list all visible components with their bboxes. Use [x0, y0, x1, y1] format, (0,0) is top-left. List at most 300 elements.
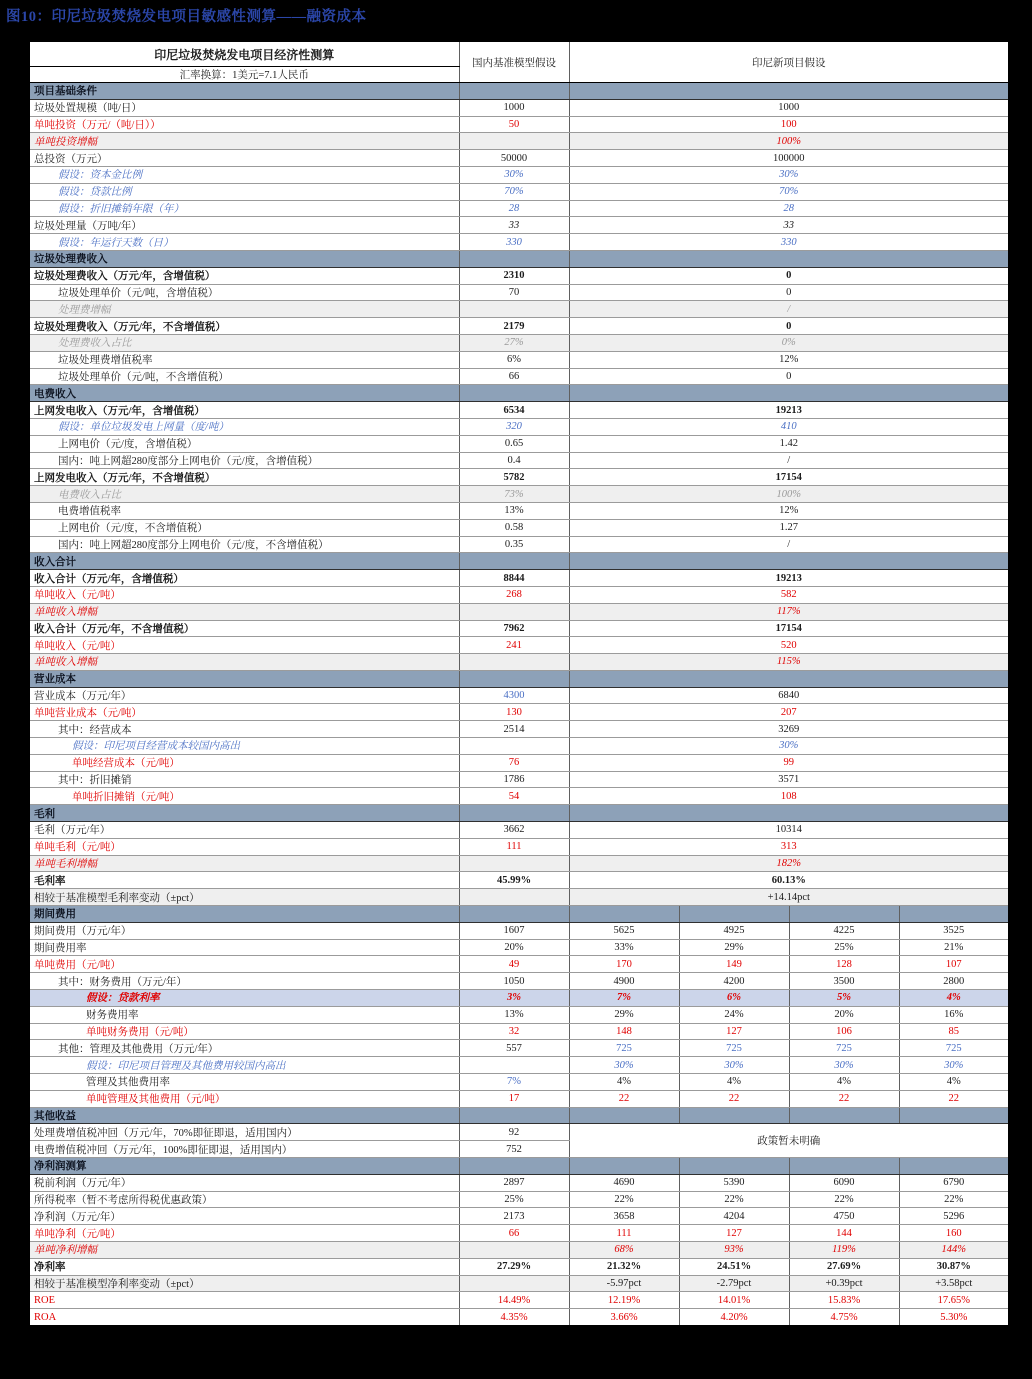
value-cell: 93% [679, 1241, 789, 1258]
section-label: 收入合计 [29, 553, 459, 570]
value-cell: 4% [789, 1074, 899, 1091]
value-cell: 27.69% [789, 1258, 899, 1275]
table-row [29, 1074, 1009, 1091]
value-cell: 7962 [459, 620, 569, 637]
value-cell: 725 [679, 1040, 789, 1057]
table-row [29, 788, 1009, 805]
value-cell: 30% [679, 1057, 789, 1074]
value-cell: 7% [569, 990, 679, 1007]
value-cell: 1786 [459, 771, 569, 788]
value-cell: 14.49% [459, 1292, 569, 1309]
value-cell: 128 [789, 956, 899, 973]
row-label: 净利润（万元/年） [29, 1208, 459, 1225]
value-cell: 28 [569, 200, 1009, 217]
value-cell [789, 1107, 899, 1124]
value-cell: 5% [789, 990, 899, 1007]
table-row [29, 502, 1009, 519]
value-cell [459, 889, 569, 906]
value-cell: 4690 [569, 1174, 679, 1191]
value-cell: 4.75% [789, 1309, 899, 1326]
row-label: 总投资（万元） [29, 150, 459, 167]
value-cell: 0% [569, 334, 1009, 351]
value-cell [569, 250, 1009, 267]
table-row [29, 200, 1009, 217]
table-row [29, 234, 1009, 251]
row-label: 假设：折旧摊销年限（年） [29, 200, 459, 217]
value-cell: 3662 [459, 822, 569, 839]
value-cell: 725 [569, 1040, 679, 1057]
row-label: 单吨投资增幅 [29, 133, 459, 150]
value-cell: 100% [569, 133, 1009, 150]
value-cell: 25% [789, 939, 899, 956]
figure-title: 图10：印尼垃圾焚烧发电项目敏感性测算——融资成本 [6, 9, 367, 25]
value-cell: 3658 [569, 1208, 679, 1225]
value-cell: 106 [789, 1023, 899, 1040]
value-cell: 17154 [569, 620, 1009, 637]
value-cell: 144% [899, 1241, 1009, 1258]
value-cell: 0.35 [459, 536, 569, 553]
table-row [29, 368, 1009, 385]
value-cell: 70% [569, 183, 1009, 200]
value-cell [459, 654, 569, 671]
value-cell: 30% [569, 166, 1009, 183]
table-row [29, 721, 1009, 738]
value-cell: 22 [789, 1090, 899, 1107]
row-label: 上网电价（元/度，不含增值税） [29, 519, 459, 536]
value-cell [459, 855, 569, 872]
value-cell: 5625 [569, 922, 679, 939]
value-cell [459, 1107, 569, 1124]
value-cell: 1.42 [569, 435, 1009, 452]
value-cell: 1607 [459, 922, 569, 939]
value-cell [679, 906, 789, 923]
value-cell: 4% [569, 1074, 679, 1091]
value-cell [569, 805, 1009, 822]
value-cell: 30.87% [899, 1258, 1009, 1275]
table-row [29, 183, 1009, 200]
table-row [29, 1090, 1009, 1107]
value-cell [569, 1158, 679, 1175]
table-row [29, 1309, 1009, 1326]
value-cell: 33 [459, 217, 569, 234]
row-label: 相较于基准模型毛利率变动（±pct） [29, 889, 459, 906]
value-cell: 21.32% [569, 1258, 679, 1275]
table-row [29, 99, 1009, 116]
value-cell [899, 1158, 1009, 1175]
table-row [29, 1241, 1009, 1258]
row-label: 假设：年运行天数（日） [29, 234, 459, 251]
value-cell: 1000 [459, 99, 569, 116]
value-cell: 8844 [459, 570, 569, 587]
value-cell: 330 [459, 234, 569, 251]
value-cell: 22 [679, 1090, 789, 1107]
row-label: 单吨管理及其他费用（元/吨） [29, 1090, 459, 1107]
value-cell [459, 83, 569, 100]
row-label: 上网发电收入（万元/年，含增值税） [29, 402, 459, 419]
section-row [29, 83, 1009, 100]
value-cell [459, 1275, 569, 1292]
value-cell: 30% [459, 166, 569, 183]
value-cell: 73% [459, 486, 569, 503]
value-cell [459, 553, 569, 570]
value-cell: 0.4 [459, 452, 569, 469]
table-row [29, 939, 1009, 956]
table-row [29, 1191, 1009, 1208]
value-cell: 4225 [789, 922, 899, 939]
value-cell: 20% [459, 939, 569, 956]
table-row [29, 469, 1009, 486]
value-cell: 70% [459, 183, 569, 200]
value-cell [569, 83, 1009, 100]
row-label: 单吨收入增幅 [29, 654, 459, 671]
table-row [29, 166, 1009, 183]
value-cell: 4% [899, 1074, 1009, 1091]
value-cell: 2173 [459, 1208, 569, 1225]
table-row [29, 822, 1009, 839]
row-label: 垃圾处理费增值税率 [29, 351, 459, 368]
header-col-base-model: 国内基准模型假设 [459, 41, 569, 83]
row-label: 处理费增幅 [29, 301, 459, 318]
section-label: 垃圾处理费收入 [29, 250, 459, 267]
value-cell [459, 133, 569, 150]
value-cell: 99 [569, 754, 1009, 771]
table-row [29, 334, 1009, 351]
row-label: 单吨收入（元/吨） [29, 637, 459, 654]
value-cell: 182% [569, 855, 1009, 872]
value-cell [679, 1107, 789, 1124]
value-cell: 144 [789, 1225, 899, 1242]
section-label: 营业成本 [29, 670, 459, 687]
row-label: ROA [29, 1309, 459, 1326]
value-cell [459, 250, 569, 267]
value-cell: 16% [899, 1006, 1009, 1023]
value-cell: 160 [899, 1225, 1009, 1242]
table-row [29, 687, 1009, 704]
value-cell: 0.65 [459, 435, 569, 452]
table-row [29, 452, 1009, 469]
value-cell: 241 [459, 637, 569, 654]
table-row [29, 435, 1009, 452]
section-label: 项目基础条件 [29, 83, 459, 100]
row-label: 相较于基准模型净利率变动（±pct） [29, 1275, 459, 1292]
value-cell: 27.29% [459, 1258, 569, 1275]
row-label: 垃圾处理量（万吨/年） [29, 217, 459, 234]
row-label: 管理及其他费用率 [29, 1074, 459, 1091]
value-cell [459, 385, 569, 402]
row-label: 垃圾处理单价（元/吨，含增值税） [29, 284, 459, 301]
value-cell: 12% [569, 351, 1009, 368]
value-cell: 5782 [459, 469, 569, 486]
value-cell: 111 [459, 838, 569, 855]
value-cell: 22% [789, 1191, 899, 1208]
value-cell: 148 [569, 1023, 679, 1040]
value-cell: 2310 [459, 267, 569, 284]
value-cell [679, 1158, 789, 1175]
value-cell: 29% [569, 1006, 679, 1023]
row-label: 处理费增值税冲回（万元/年，70%即征即退，适用国内） [29, 1124, 459, 1141]
table-row [29, 922, 1009, 939]
value-cell: 30% [789, 1057, 899, 1074]
value-cell [569, 670, 1009, 687]
row-label: 单吨营业成本（元/吨） [29, 704, 459, 721]
row-label: 单吨毛利增幅 [29, 855, 459, 872]
table-row [29, 973, 1009, 990]
table-row [29, 486, 1009, 503]
section-row [29, 805, 1009, 822]
section-label: 净利润测算 [29, 1158, 459, 1175]
value-cell: 2514 [459, 721, 569, 738]
row-label: 毛利率 [29, 872, 459, 889]
row-label: 上网电价（元/度，含增值税） [29, 435, 459, 452]
table-row [29, 586, 1009, 603]
value-cell: +14.14pct [569, 889, 1009, 906]
value-cell [789, 906, 899, 923]
value-cell: 4.35% [459, 1309, 569, 1326]
value-cell: 3% [459, 990, 569, 1007]
value-cell: 19213 [569, 402, 1009, 419]
table-row [29, 1275, 1009, 1292]
value-cell: 30% [569, 1057, 679, 1074]
sensitivity-table [28, 40, 1010, 1327]
value-cell: 170 [569, 956, 679, 973]
value-cell: 6090 [789, 1174, 899, 1191]
value-cell: 0.58 [459, 519, 569, 536]
row-label: 单吨收入增幅 [29, 603, 459, 620]
table-row [29, 1124, 1009, 1141]
value-cell: 17154 [569, 469, 1009, 486]
row-label: 电费增值税率 [29, 502, 459, 519]
row-label: 单吨经营成本（元/吨） [29, 754, 459, 771]
value-cell [459, 906, 569, 923]
value-cell: 410 [569, 418, 1009, 435]
table-header [29, 41, 1009, 83]
value-cell: 24.51% [679, 1258, 789, 1275]
table-row [29, 1292, 1009, 1309]
value-cell [569, 1107, 679, 1124]
row-label: 单吨净利（元/吨） [29, 1225, 459, 1242]
row-label: 国内：吨上网超280度部分上网电价（元/度，不含增值税） [29, 536, 459, 553]
value-cell: 130 [459, 704, 569, 721]
value-cell: 7% [459, 1074, 569, 1091]
value-cell [459, 1241, 569, 1258]
value-cell: 0 [569, 368, 1009, 385]
value-cell: 5390 [679, 1174, 789, 1191]
value-cell: 119% [789, 1241, 899, 1258]
table-row [29, 1057, 1009, 1074]
value-cell: 50000 [459, 150, 569, 167]
value-cell: 6840 [569, 687, 1009, 704]
table-body [29, 83, 1009, 1326]
value-cell [569, 385, 1009, 402]
row-label: 毛利（万元/年） [29, 822, 459, 839]
table-row [29, 889, 1009, 906]
row-label: 垃圾处理费收入（万元/年，含增值税） [29, 267, 459, 284]
table-row [29, 771, 1009, 788]
value-cell: 557 [459, 1040, 569, 1057]
value-cell: 111 [569, 1225, 679, 1242]
value-cell: 12% [569, 502, 1009, 519]
table-row [29, 150, 1009, 167]
row-label: 电费增值税冲回（万元/年，100%即征即退，适用国内） [29, 1141, 459, 1158]
value-cell: 0 [569, 284, 1009, 301]
value-cell: 29% [679, 939, 789, 956]
table-row [29, 990, 1009, 1007]
section-label: 其他收益 [29, 1107, 459, 1124]
value-cell: 6% [459, 351, 569, 368]
value-cell [569, 906, 679, 923]
value-cell: 330 [569, 234, 1009, 251]
table-row [29, 418, 1009, 435]
table-row [29, 570, 1009, 587]
value-cell: 6534 [459, 402, 569, 419]
table-row [29, 116, 1009, 133]
value-cell [789, 1158, 899, 1175]
row-label: 假设：印尼项目经营成本较国内高出 [29, 738, 459, 755]
value-cell: 320 [459, 418, 569, 435]
table-row [29, 1040, 1009, 1057]
value-cell: 2179 [459, 318, 569, 335]
value-cell: 117% [569, 603, 1009, 620]
header-col-indonesia-scenarios: 印尼新项目假设 [569, 41, 1009, 83]
row-label: 单吨折旧摊销（元/吨） [29, 788, 459, 805]
row-label: 电费收入占比 [29, 486, 459, 503]
value-cell: 20% [789, 1006, 899, 1023]
value-cell: 33 [569, 217, 1009, 234]
section-row [29, 1158, 1009, 1175]
value-cell: 68% [569, 1241, 679, 1258]
row-label: 处理费收入占比 [29, 334, 459, 351]
value-cell: 4300 [459, 687, 569, 704]
value-cell: 22 [569, 1090, 679, 1107]
value-cell: 725 [899, 1040, 1009, 1057]
value-cell: 4200 [679, 973, 789, 990]
value-cell: 752 [459, 1141, 569, 1158]
value-cell: 107 [899, 956, 1009, 973]
value-cell: 22% [569, 1191, 679, 1208]
value-cell: 4750 [789, 1208, 899, 1225]
table-row [29, 654, 1009, 671]
section-row [29, 1107, 1009, 1124]
row-label: 其中：折旧摊销 [29, 771, 459, 788]
value-cell: 3500 [789, 973, 899, 990]
table-row [29, 1258, 1009, 1275]
row-label: 净利率 [29, 1258, 459, 1275]
table-row [29, 738, 1009, 755]
value-cell: 725 [789, 1040, 899, 1057]
value-cell: 45.99% [459, 872, 569, 889]
value-cell: 4% [899, 990, 1009, 1007]
value-cell: 127 [679, 1225, 789, 1242]
table-row [29, 603, 1009, 620]
value-cell [459, 805, 569, 822]
value-cell: 4.20% [679, 1309, 789, 1326]
table-row [29, 872, 1009, 889]
header-table-title: 印尼垃圾焚烧发电项目经济性测算 [29, 41, 459, 67]
row-label: 收入合计（万元/年，含增值税） [29, 570, 459, 587]
section-label: 电费收入 [29, 385, 459, 402]
row-label: 营业成本（万元/年） [29, 687, 459, 704]
section-label: 期间费用 [29, 906, 459, 923]
value-cell: 17 [459, 1090, 569, 1107]
value-cell: 5296 [899, 1208, 1009, 1225]
value-cell: 22 [899, 1090, 1009, 1107]
section-label: 毛利 [29, 805, 459, 822]
row-label: 所得税率（暂不考虑所得税优惠政策） [29, 1191, 459, 1208]
value-cell [459, 301, 569, 318]
table-row [29, 1023, 1009, 1040]
row-label: 单吨收入（元/吨） [29, 586, 459, 603]
value-cell: 22% [679, 1191, 789, 1208]
row-label: 其他：管理及其他费用（万元/年） [29, 1040, 459, 1057]
value-cell: 10314 [569, 822, 1009, 839]
value-cell: 22% [899, 1191, 1009, 1208]
value-cell: 27% [459, 334, 569, 351]
value-cell: +3.58pct [899, 1275, 1009, 1292]
table-row [29, 1208, 1009, 1225]
value-cell: / [569, 452, 1009, 469]
value-cell: 127 [679, 1023, 789, 1040]
table-row [29, 133, 1009, 150]
row-label: 上网发电收入（万元/年，不含增值税） [29, 469, 459, 486]
value-cell: 2800 [899, 973, 1009, 990]
table-row [29, 267, 1009, 284]
table-row [29, 838, 1009, 855]
value-cell: 85 [899, 1023, 1009, 1040]
value-cell: 49 [459, 956, 569, 973]
table-row [29, 1006, 1009, 1023]
value-cell: 149 [679, 956, 789, 973]
table-row [29, 351, 1009, 368]
row-label: 假设：单位垃圾发电上网量（度/吨） [29, 418, 459, 435]
value-cell: 70 [459, 284, 569, 301]
value-cell: 30% [899, 1057, 1009, 1074]
value-cell: 17.65% [899, 1292, 1009, 1309]
value-cell: 1050 [459, 973, 569, 990]
value-cell: 4900 [569, 973, 679, 990]
value-cell: 24% [679, 1006, 789, 1023]
value-cell: 115% [569, 654, 1009, 671]
value-cell: 30% [569, 738, 1009, 755]
table-row [29, 318, 1009, 335]
header-exchange-rate-note: 汇率换算：1美元=7.1人民币 [29, 67, 459, 83]
value-cell [459, 738, 569, 755]
row-label: 假设：印尼项目管理及其他费用较国内高出 [29, 1057, 459, 1074]
value-cell: 4% [679, 1074, 789, 1091]
row-label: 国内：吨上网超280度部分上网电价（元/度，含增值税） [29, 452, 459, 469]
section-row [29, 385, 1009, 402]
value-cell: 100 [569, 116, 1009, 133]
table-row [29, 704, 1009, 721]
value-cell: 28 [459, 200, 569, 217]
value-cell: 15.83% [789, 1292, 899, 1309]
section-row [29, 553, 1009, 570]
value-cell: -5.97pct [569, 1275, 679, 1292]
row-label: 期间费用（万元/年） [29, 922, 459, 939]
value-cell: 21% [899, 939, 1009, 956]
value-cell: +0.39pct [789, 1275, 899, 1292]
value-cell: 6790 [899, 1174, 1009, 1191]
table-row [29, 301, 1009, 318]
row-label: 垃圾处置规模（吨/日） [29, 99, 459, 116]
table-row [29, 754, 1009, 771]
value-cell: 0 [569, 318, 1009, 335]
table-row [29, 536, 1009, 553]
row-label: 单吨毛利（元/吨） [29, 838, 459, 855]
row-label: 单吨财务费用（元/吨） [29, 1023, 459, 1040]
value-cell: 60.13% [569, 872, 1009, 889]
value-cell: / [569, 536, 1009, 553]
row-label: ROE [29, 1292, 459, 1309]
